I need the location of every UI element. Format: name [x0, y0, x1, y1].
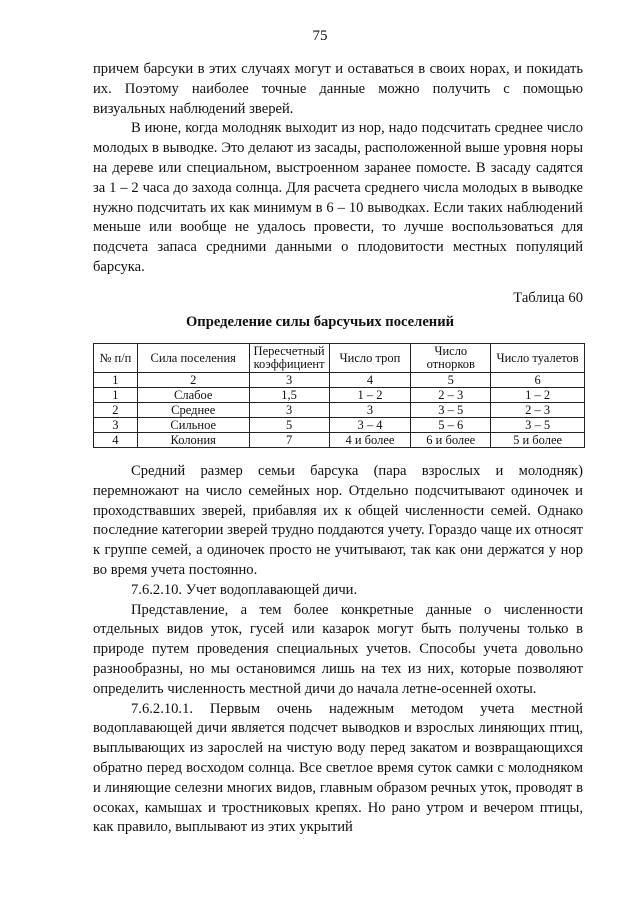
page-number: 75	[312, 28, 328, 44]
table-cell: Слабое	[137, 388, 249, 403]
table-cell: 3	[249, 373, 329, 388]
header-latrines: Число туалетов	[491, 344, 585, 373]
table-cell: Колония	[137, 433, 249, 448]
table-label: Таблица 60	[513, 290, 583, 306]
paragraph: Средний размер семьи барсука (пара взрослых и молодняк) перемножают на число семейных нор. Отдельно подсчитывают одиночек и проходствавших зверей, прибавляя их к общей численности семей. Однако последние категории зверей трудно поддаются учету. Гораздо чаще их относят к группе семей, а одиночек просто не учитывают, так как они держатся у нор во время учета постоянно.	[93, 463, 583, 578]
table-cell: 1 – 2	[329, 388, 411, 403]
table-header-row	[94, 344, 585, 373]
table-row	[94, 388, 585, 403]
paragraph: причем барсуки в этих случаях могут и оставаться в своих норах, и покидать их. Поэтому наиболее точные данные можно получить с помощью визуальных наблюдений зверей.	[93, 61, 583, 117]
table-cell: 1 – 2	[491, 388, 585, 403]
table-cell: 6	[491, 373, 585, 388]
table-cell: 1	[94, 388, 138, 403]
table-cell: 3 – 4	[329, 418, 411, 433]
table-cell: 4	[329, 373, 411, 388]
table-numbering-row	[94, 373, 585, 388]
header-trails: Число троп	[329, 344, 411, 373]
header-number: № п/п	[94, 344, 138, 373]
header-strength: Сила поселения	[137, 344, 249, 373]
table-cell: 6 и более	[411, 433, 491, 448]
paragraph: В июне, когда молодняк выходит из нор, надо подсчитать среднее число молодых в выводке. Это делают из засады, расположенной выше уровня норы на дереве или специальном, выстроенном заранее помосте. В засаду садятся за 1 – 2 часа до захода солнца. Для расчета среднего числа молодых в выводке нужно подсчитать их как минимум в 6 – 10 выводках. Если таких наблюдений меньше или вообще не удалось провести, то лучше воспользоваться для подсчета запаса средними данными о плодовитости местных популяций барсука.	[93, 120, 583, 275]
table-cell: 2 – 3	[491, 403, 585, 418]
table-cell: Сильное	[137, 418, 249, 433]
table-cell: 4	[94, 433, 138, 448]
table-title: Определение силы барсучьих поселений	[185, 314, 455, 330]
section-heading: 7.6.2.10. Учет водоплавающей дичи.	[131, 581, 358, 598]
settlement-strength-table	[93, 343, 585, 448]
table-cell: 2	[137, 373, 249, 388]
table-row	[94, 418, 585, 433]
table-row	[94, 403, 585, 418]
header-burrows: Число отнорков	[411, 344, 491, 373]
paragraph: Представление, а тем более конкретные данные о численности отдельных видов уток, гусей или казарок могут быть получены только в природе путем проведения специальных учетов. Способы учета довольно разнообразны, но мы остановимся лишь на тех из них, которые позволяют определить численность местной дичи до начала летне-осенней охоты.	[93, 601, 583, 697]
table-cell: 3	[329, 403, 411, 418]
table-cell: 2 – 3	[411, 388, 491, 403]
header-coefficient: Пересчетный коэффициент	[249, 344, 329, 373]
text-block-top	[93, 60, 583, 278]
table-cell: 4 и более	[329, 433, 411, 448]
table-row	[94, 433, 585, 448]
table-cell: 3 – 5	[411, 403, 491, 418]
text-block-bottom	[93, 462, 583, 838]
table-cell: 1,5	[249, 388, 329, 403]
table-cell: 3	[249, 403, 329, 418]
paragraph: 7.6.2.10.1. Первым очень надежным методом учета местной водоплавающей дичи является подсчет выводков и взрослых линяющих птиц, выплывающих из зарослей на чистую воду перед закатом и возвращающихся обратно перед восходом солнца. Все светлое время суток самки с молодняком и линяющие селезни многих видов, главным образом речных уток, проводят в осоках, камышах и тростниковых крепях. Но рано утром и вечером птицы, как правило, выплывают из этих укрытий	[93, 700, 583, 836]
table-cell: 1	[94, 373, 138, 388]
table-cell: 7	[249, 433, 329, 448]
table-cell: 2	[94, 403, 138, 418]
table-cell: 5 – 6	[411, 418, 491, 433]
table-cell: Среднее	[137, 403, 249, 418]
table-cell: 5	[249, 418, 329, 433]
table-cell: 5	[411, 373, 491, 388]
table-cell: 3	[94, 418, 138, 433]
table-cell: 5 и более	[491, 433, 585, 448]
table-cell: 3 – 5	[491, 418, 585, 433]
